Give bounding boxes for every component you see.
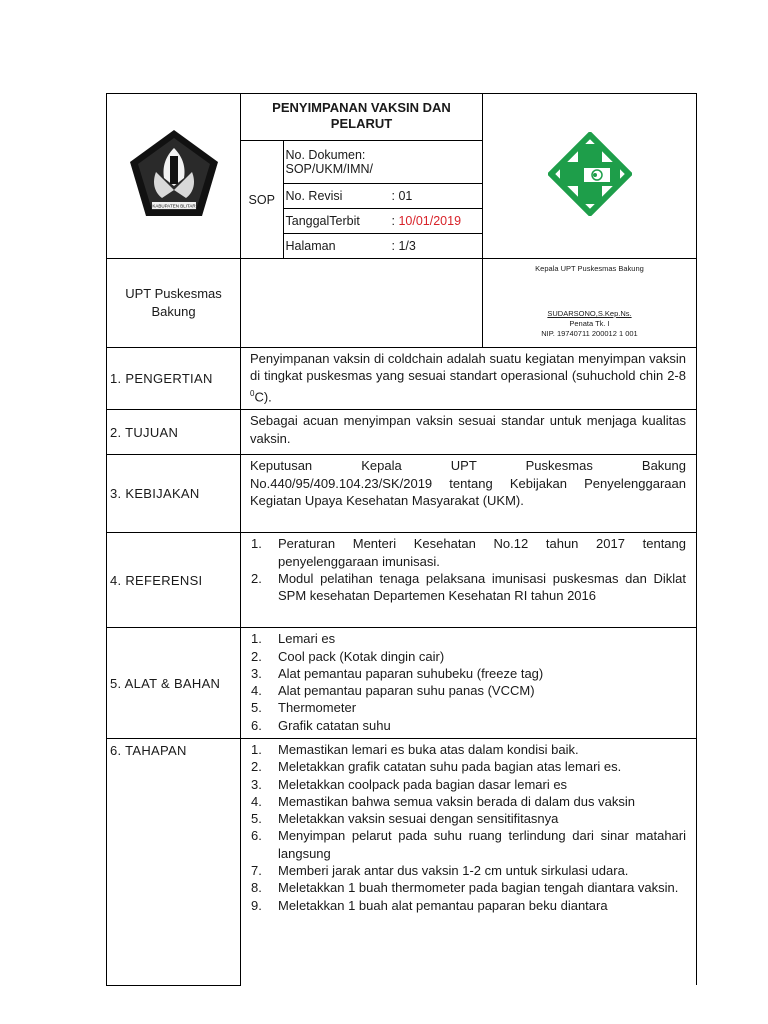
label-tahapan: 6. TAHAPAN (107, 739, 241, 986)
puskesmas-logo (548, 132, 632, 216)
list-item-number: 5. (251, 811, 262, 827)
list-item-number: 6. (251, 717, 262, 733)
label-pengertian: 1. PENGERTIAN (107, 348, 241, 410)
list-item-number: 6. (251, 828, 262, 844)
alat-bahan-list (250, 630, 686, 734)
signature-name: SUDARSONO,S.Kep.Ns. (547, 309, 632, 318)
list-item-number: 7. (251, 863, 262, 879)
no-dokumen-value: SOP/UKM/IMN/ (285, 162, 374, 176)
no-dokumen-row (283, 141, 482, 184)
pengertian-text: Penyimpanan vaksin di coldchain adalah suatu kegiatan menyimpan vaksin di tingkat puskesmas yang sesuai standart operasional (suhuchold chin 2-8 (250, 351, 686, 384)
no-dokumen-label: No. Dokumen: (285, 148, 366, 162)
halaman-value: : 1/3 (391, 239, 416, 253)
list-item (250, 648, 686, 665)
list-item-number: 4. (251, 793, 262, 809)
sop-document (106, 93, 696, 1024)
list-item-text: Lemari es (278, 631, 336, 647)
org-line-2: Bakung (151, 304, 196, 319)
referensi-list (250, 535, 686, 604)
signature-cell (483, 259, 697, 348)
list-item-text: Alat pemantau paparan suhu panas (VCCM) (278, 683, 535, 699)
content-tahapan (241, 739, 697, 986)
content-kebijakan: Keputusan Kepala UPT Puskesmas Bakung No.440/95/409.104.23/SK/2019 tentang Kebijakan Penyelenggaraan Kegiatan Upaya Kesehatan Masyarakat (UKM). (241, 455, 697, 533)
list-item-text: Alat pemantau paparan suhubeku (freeze tag) (278, 665, 544, 681)
degree-sup: 0 (250, 388, 255, 398)
list-item-text: Meletakkan coolpack pada bagian dasar lemari es (278, 776, 568, 792)
list-item-number: 8. (251, 880, 262, 896)
sop-table (106, 93, 697, 986)
logo-caption: KABUPATEN BLITAR (151, 203, 196, 208)
list-item (250, 776, 686, 793)
list-item-text: Grafik catatan suhu (278, 717, 391, 733)
list-item-text: Meletakkan grafik catatan suhu pada bagian atas lemari es. (278, 759, 622, 775)
list-item-text: Peraturan Menteri Kesehatan No.12 tahun 2017 tentang penyelenggaraan imunisasi. (278, 536, 686, 569)
kabupaten-blitar-logo (126, 126, 222, 222)
org-line-1: UPT Puskesmas (125, 286, 222, 301)
signature-rank: Penata Tk. I (569, 319, 610, 328)
list-item-number: 4. (251, 683, 262, 699)
list-item-text: Menyimpan pelarut pada suhu ruang terlindung dari sinar matahari langsung (278, 828, 686, 861)
list-item (250, 758, 686, 775)
sop-label: SOP (241, 141, 283, 259)
list-item-number: 2. (251, 570, 262, 586)
list-item (250, 665, 686, 682)
left-logo-cell (107, 94, 241, 259)
title-line-2: PELARUT (330, 116, 393, 131)
list-item (250, 717, 686, 734)
label-referensi: 4. REFERENSI (107, 533, 241, 628)
right-logo-cell (483, 94, 697, 259)
title-block (241, 94, 483, 259)
list-item-text: Meletakkan 1 buah alat pemantau paparan beku diantara (278, 897, 608, 913)
list-item-text: Modul pelatihan tenaga pelaksana imunisasi puskesmas dan Diklat SPM kesehatan Departemen Kesehatan RI tahun 2016 (278, 570, 686, 604)
list-item-text: Cool pack (Kotak dingin cair) (278, 648, 445, 664)
halaman-label: Halaman (285, 239, 336, 253)
no-revisi-row (283, 184, 482, 209)
list-item (250, 827, 686, 862)
list-item (250, 793, 686, 810)
content-referensi (241, 533, 697, 628)
tanggal-terbit-label: TanggalTerbit (285, 214, 360, 228)
list-item-text: Memastikan bahwa semua vaksin berada di dalam dus vaksin (278, 793, 635, 809)
signature-nip: NIP. 19740711 200012 1 001 (541, 329, 638, 338)
list-item (250, 879, 686, 896)
list-item (250, 741, 686, 758)
title-line-1: PENYIMPANAN VAKSIN DAN (272, 100, 451, 115)
list-item (250, 570, 686, 605)
org-cell (107, 259, 241, 348)
content-tujuan: Sebagai acuan menyimpan vaksin sesuai standar untuk menjaga kualitas vaksin. (241, 410, 697, 455)
list-item (250, 810, 686, 827)
list-item (250, 897, 686, 914)
label-kebijakan: 3. KEBIJAKAN (107, 455, 241, 533)
list-item (250, 535, 686, 570)
list-item-text: Thermometer (278, 700, 357, 716)
list-item (250, 862, 686, 879)
label-tujuan: 2. TUJUAN (107, 410, 241, 455)
content-pengertian (241, 348, 697, 410)
list-item-number: 1. (251, 536, 262, 552)
list-item-number: 2. (251, 648, 262, 664)
pengertian-text-end: C). (254, 388, 272, 404)
list-item (250, 682, 686, 699)
signature-space (483, 274, 696, 309)
tanggal-terbit-value: 10/01/2019 (398, 214, 462, 228)
tanggal-colon: : (391, 214, 395, 228)
blank-cell (241, 259, 483, 348)
list-item (250, 699, 686, 716)
list-item-number: 9. (251, 897, 262, 913)
no-revisi-label: No. Revisi (285, 189, 343, 203)
document-title (241, 94, 482, 140)
list-item-text: Memberi jarak antar dus vaksin 1-2 cm untuk sirkulasi udara. (278, 863, 629, 879)
list-item-number: 3. (251, 776, 262, 792)
tahapan-list (250, 741, 686, 914)
list-item-number: 1. (251, 631, 262, 647)
halaman-row (283, 234, 482, 259)
list-item-number: 2. (251, 759, 262, 775)
list-item-text: Meletakkan vaksin sesuai dengan sensitifitasnya (278, 811, 559, 827)
list-item-text: Memastikan lemari es buka atas dalam kondisi baik. (278, 742, 579, 757)
list-item-number: 3. (251, 665, 262, 681)
list-item-number: 1. (251, 742, 262, 757)
list-item-text: Meletakkan 1 buah thermometer pada bagian tengah diantara vaksin. (278, 880, 679, 896)
doc-info-table (241, 140, 482, 258)
list-item (250, 630, 686, 647)
signature-title: Kepala UPT Puskesmas Bakung (535, 264, 644, 273)
tanggal-terbit-row (283, 209, 482, 234)
content-alat-bahan (241, 628, 697, 739)
list-item-number: 5. (251, 700, 262, 716)
no-revisi-value: : 01 (391, 189, 413, 203)
label-alat-bahan: 5. ALAT & BAHAN (107, 628, 241, 739)
